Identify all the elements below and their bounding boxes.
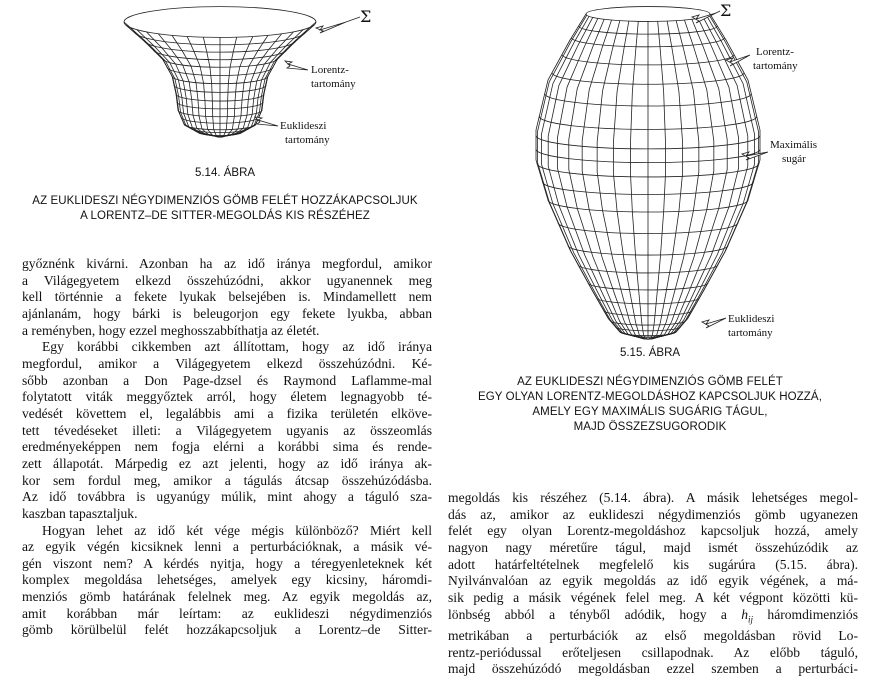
figure-5-15-caption-line-2: EGY OLYAN LORENTZ-MEGOLDÁSHOZ KAPCSOLJUK HOZZÁ,: [477, 391, 822, 403]
surface-meridian: [569, 19, 644, 339]
left-line-10: vedését követtem el, legalábbis ami a fizika területén elköve-: [22, 405, 432, 421]
lorentz-label: Lorentz-: [311, 64, 349, 76]
right-line-8-post: háromdimenziós: [767, 606, 859, 622]
left-line-15: Az idő továbbra is ugyanúgy múlik, mint ahogy a táguló sza-: [22, 489, 432, 505]
right-line-2: dás az, amikor az euklideszi négydimenziós gömb ugyanezen: [448, 506, 858, 522]
left-line-12: eredményeképpen nem fogja elérni a korábbi sima és rende-: [22, 439, 432, 455]
euclid-label-2a: Euklideszi: [728, 313, 775, 325]
funnel-surface-grid: [124, 7, 316, 138]
surface-ring: [586, 7, 710, 22]
sigma-arrow: [316, 17, 360, 33]
sigma-arrow-2: [692, 11, 720, 23]
surface-meridian: [158, 34, 217, 137]
right-line-7: sik pedig a másik végének felel meg. A két végpont közötti kü-: [448, 589, 858, 605]
surface-meridian: [650, 21, 683, 339]
lorentz-label-2: tartomány: [311, 78, 356, 90]
right-line-9: metrikában a perturbációk az első megoldásban rövid Lo-: [448, 627, 858, 643]
left-line-11: tett tévedéseket illeti: a Világegyetem ugyanis az összeomlás: [22, 422, 432, 438]
left-line-9: folytatott viták meggyőztek arról, hogy életem legnagyobb té-: [22, 389, 432, 405]
euclid-arrow: [255, 117, 278, 126]
left-line-13: zett állapotát. Márpedig ez azt jelenti, hogy az idő iránya ak-: [22, 455, 432, 471]
left-line-18: az egyik végén kicsiknek lenni a perturbációknak, a másik vé-: [22, 539, 432, 555]
surface-meridian: [652, 20, 714, 339]
left-line-6: Egy korábbi cikkemben azt állítottam, hogy az idő iránya: [42, 339, 432, 355]
figure-5-14-number: 5.14. ÁBRA: [194, 167, 256, 179]
surface-meridian: [630, 21, 647, 339]
right-line-10: rentz-periódussal erőteljesen csillapodnak. Az előbb táguló,: [448, 644, 858, 660]
sigma-label: Σ: [360, 7, 372, 26]
surface-meridian: [597, 21, 645, 339]
left-line-23: gömb körülbelül felét hozzákapcsoljuk a Lorentz–de Sitter-: [22, 622, 432, 638]
right-line-3: felét egy olyan Lorentz-megoldáshoz kapcsoljuk hozzá, amely: [448, 523, 858, 539]
left-line-8: sőbb azonban a Don Page-dzsel és Raymond Laflamme-mal: [22, 372, 432, 388]
left-line-19: gén viszont nem? A kérdés nyitja, hogy a téregyenleteknek két: [22, 555, 432, 571]
right-text-column: [448, 490, 858, 678]
left-line-14: kor sem fordul meg, amikor a tágulás átcsap összehúzódásba.: [22, 472, 432, 488]
surface-meridian: [224, 22, 316, 136]
vase-surface-grid: [536, 7, 760, 340]
lorentz-label-2b: tartomány: [753, 60, 798, 72]
surface-meridian: [649, 21, 666, 339]
surface-ring: [124, 7, 316, 38]
left-line-5: a reményben, hogy ezzel meghosszabbíthatja az életét.: [22, 322, 320, 338]
max-radius-label: Maximális: [770, 139, 818, 151]
right-line-8-pre: lönbség abból a tényből adódik, hogy a: [448, 606, 727, 622]
right-line-5: adott határfeltételnek megfelelő kis sugárúra (5.15. ábra).: [448, 556, 858, 572]
left-line-2: a Világegyetem elkezd összehúzódni, akkor ugyanennek meg: [22, 272, 432, 288]
surface-meridian: [582, 20, 644, 339]
surface-meridian: [125, 25, 216, 137]
left-text-column: [22, 256, 432, 639]
surface-meridian: [124, 22, 216, 136]
sigma-label-2: Σ: [720, 1, 732, 20]
left-line-21: menziós gömb határának felelnek meg. Az egyik megoldás az,: [22, 589, 432, 605]
figure-5-14-caption-line-1: AZ EUKLIDESZI NÉGYDIMENZIÓS GÖMB FELÉT HOZZÁKAPCSOLJUK: [32, 195, 418, 207]
surface-meridian: [223, 34, 282, 137]
surface-meridian: [651, 21, 699, 339]
left-line-20: komplex megoldása lehetséges, amelyek egy kicsiny, háromdi-: [22, 572, 432, 588]
euclid-label-2b: tartomány: [728, 327, 773, 339]
figure-5-14-caption-line-2: A LORENTZ–DE SITTER-MEGOLDÁS KIS RÉSZÉHEZ: [80, 210, 370, 222]
figure-5-14-funnel: [110, 0, 400, 155]
left-line-3: kell történnie a fekete lyukak belsejében is. Mindamellett nem: [22, 289, 432, 305]
euclid-label: Euklideszi: [280, 120, 327, 132]
left-line-22: amit korábban már leírtam: az euklideszi négydimenziós: [22, 605, 432, 621]
max-radius-label-2: sugár: [782, 153, 806, 165]
right-line-6: Nyilvánvalóan az egyik megoldás az idő egyik végének, a má-: [448, 573, 858, 589]
left-line-1: győznénk kivárni. Azonban ha az idő iránya megfordul, amikor: [22, 256, 432, 271]
surface-meridian: [557, 18, 643, 338]
surface-meridian: [653, 18, 739, 338]
left-line-16: kaszban tapasztaljuk.: [22, 505, 138, 521]
figure-5-15-caption-line-3: AMELY EGY MAXIMÁLIS SUGÁRIG TÁGUL,: [532, 406, 768, 418]
figure-5-14-caption: [20, 194, 430, 224]
lorentz-label-2a: Lorentz-: [756, 46, 794, 58]
euclid-arrow-2: [702, 318, 726, 328]
right-line-8: [448, 607, 858, 628]
right-line-11: majd összehúzódó megoldásban ezzel szemben a perturbáci-: [448, 661, 858, 677]
h-symbol: h: [741, 606, 749, 622]
left-line-4: ajánlanám, hogy bárki is beleugorjon egy fekete lyukba, abban: [22, 305, 432, 321]
euclid-label-2: tartomány: [285, 134, 330, 146]
left-line-7: megfordul, amikor a Világegyetem elkezd összehúzódni. Ké-: [22, 355, 432, 371]
figure-5-15-caption-line-4: MAJD ÖSSZEZSUGORODIK: [573, 421, 727, 433]
figure-5-15-caption-line-1: AZ EUKLIDESZI NÉGYDIMENZIÓS GÖMB FELÉT: [517, 376, 783, 388]
left-line-17: Hogyan lehet az idő két vége mégis különböző? Miért kell: [42, 522, 432, 538]
surface-meridian: [613, 21, 646, 339]
right-line-4: nagyon nagy méretűre tágul, majd ismét összehúzódik az: [448, 539, 858, 555]
figure-5-15-number: 5.15. ÁBRA: [619, 347, 681, 359]
right-line-1: megoldás kis részéhez (5.14. ábra). A másik lehetséges megol-: [448, 490, 858, 505]
figure-5-15-vase: [520, 0, 820, 350]
figure-5-15-caption: [445, 375, 855, 435]
surface-meridian: [652, 19, 727, 339]
lorentz-arrow: [285, 61, 308, 70]
h-subscript: ij: [748, 614, 754, 625]
